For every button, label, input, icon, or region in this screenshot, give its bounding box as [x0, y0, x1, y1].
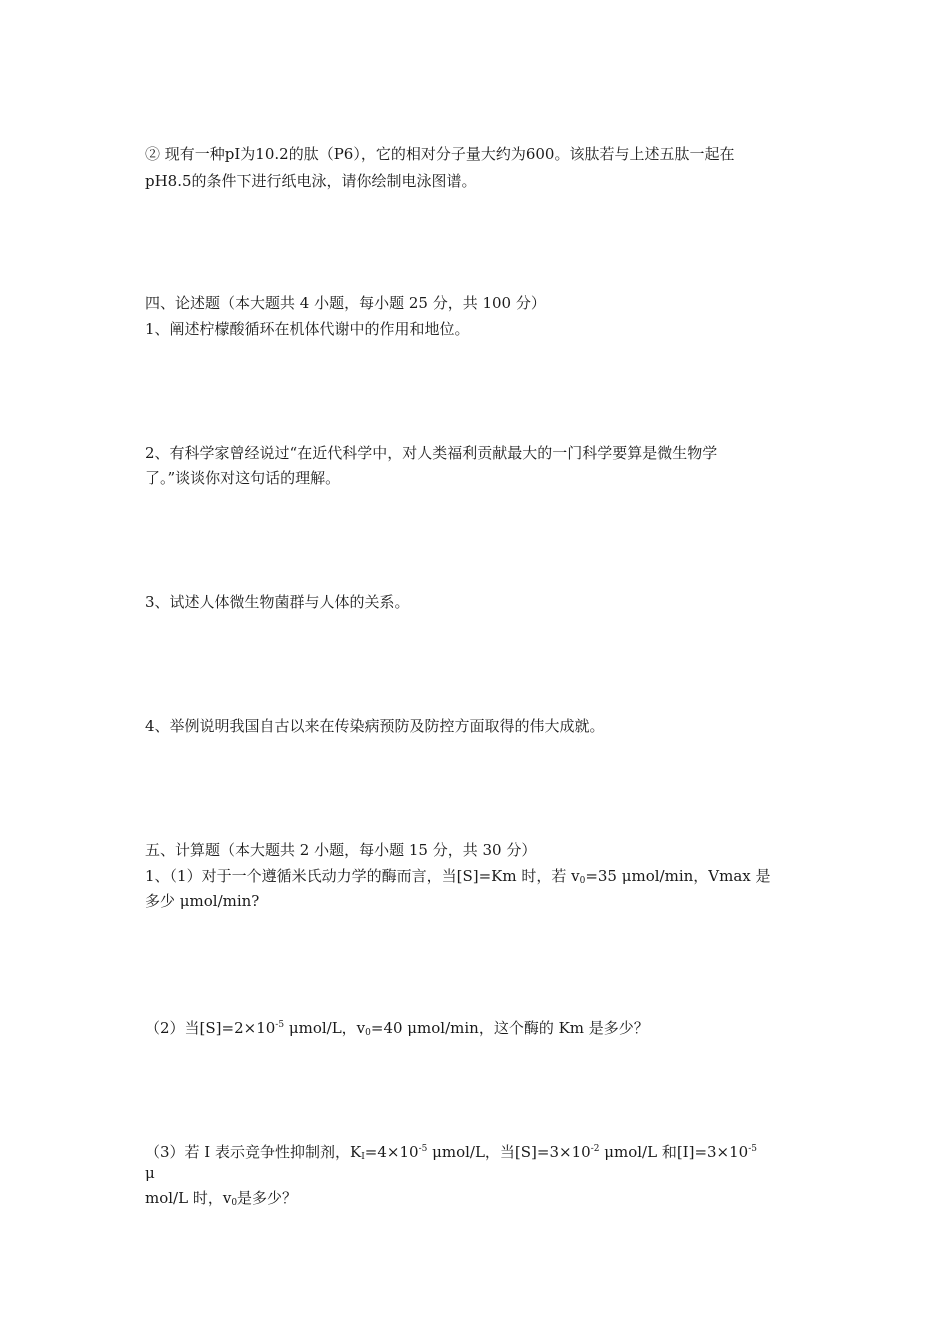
calc-question-1-part2: （2）当$[S]=2\times 10^{-5}$ μmol/L，$v_0=40$ μmol/min，这个酶的 Km 是多少？	[145, 1019, 649, 1038]
essay-question-4: 4、举例说明我国自古以来在传染病预防及防控方面取得的伟大成就。	[145, 717, 605, 735]
essay-question-2-line2: 了。”谈谈你对这句话的理解。	[145, 469, 341, 487]
calc-question-1-part3-line3: mol/L 时，$v_0$是多少？	[145, 1189, 298, 1208]
section-4-heading: 四、论述题（本大题共 4 小题，每小题 25 分，共 100 分）	[145, 294, 546, 312]
calc-question-1-part3-line1: （3）若 I 表示竞争性抑制剂，$K_I=4\times 10^{-5}$ μmol/L，当$[S]=3\times 10^{-2}$ μmol/L 和$[I]=3\times 10^{-5}$	[145, 1143, 757, 1162]
essay-question-3: 3、试述人体微生物菌群与人体的关系。	[145, 593, 410, 611]
section-5-heading: 五、计算题（本大题共 2 小题，每小题 15 分，共 30 分）	[145, 841, 537, 859]
calc-question-1-part1-line2: 多少 μmol/min?	[145, 892, 260, 910]
essay-question-1: 1、阐述柠檬酸循环在机体代谢中的作用和地位。	[145, 320, 470, 338]
essay-question-2-line1: 2、有科学家曾经说过“在近代科学中，对人类福利贡献最大的一门科学要算是微生物学	[145, 444, 718, 462]
question-2-line2: pH8.5的条件下进行纸电泳，请你绘制电泳图谱。	[145, 172, 477, 190]
calc-question-1-part3-line2: μ	[145, 1164, 155, 1182]
calc-question-1-part1-line1: 1、（1）对于一个遵循米氏动力学的酶而言，当[S]=Km 时，若 $v_0=35$ μmol/min，Vmax 是	[145, 867, 771, 886]
question-2-line1: ② 现有一种pI为10.2的肽（P6），它的相对分子量大约为600。该肽若与上述五肽一起在	[145, 145, 735, 163]
